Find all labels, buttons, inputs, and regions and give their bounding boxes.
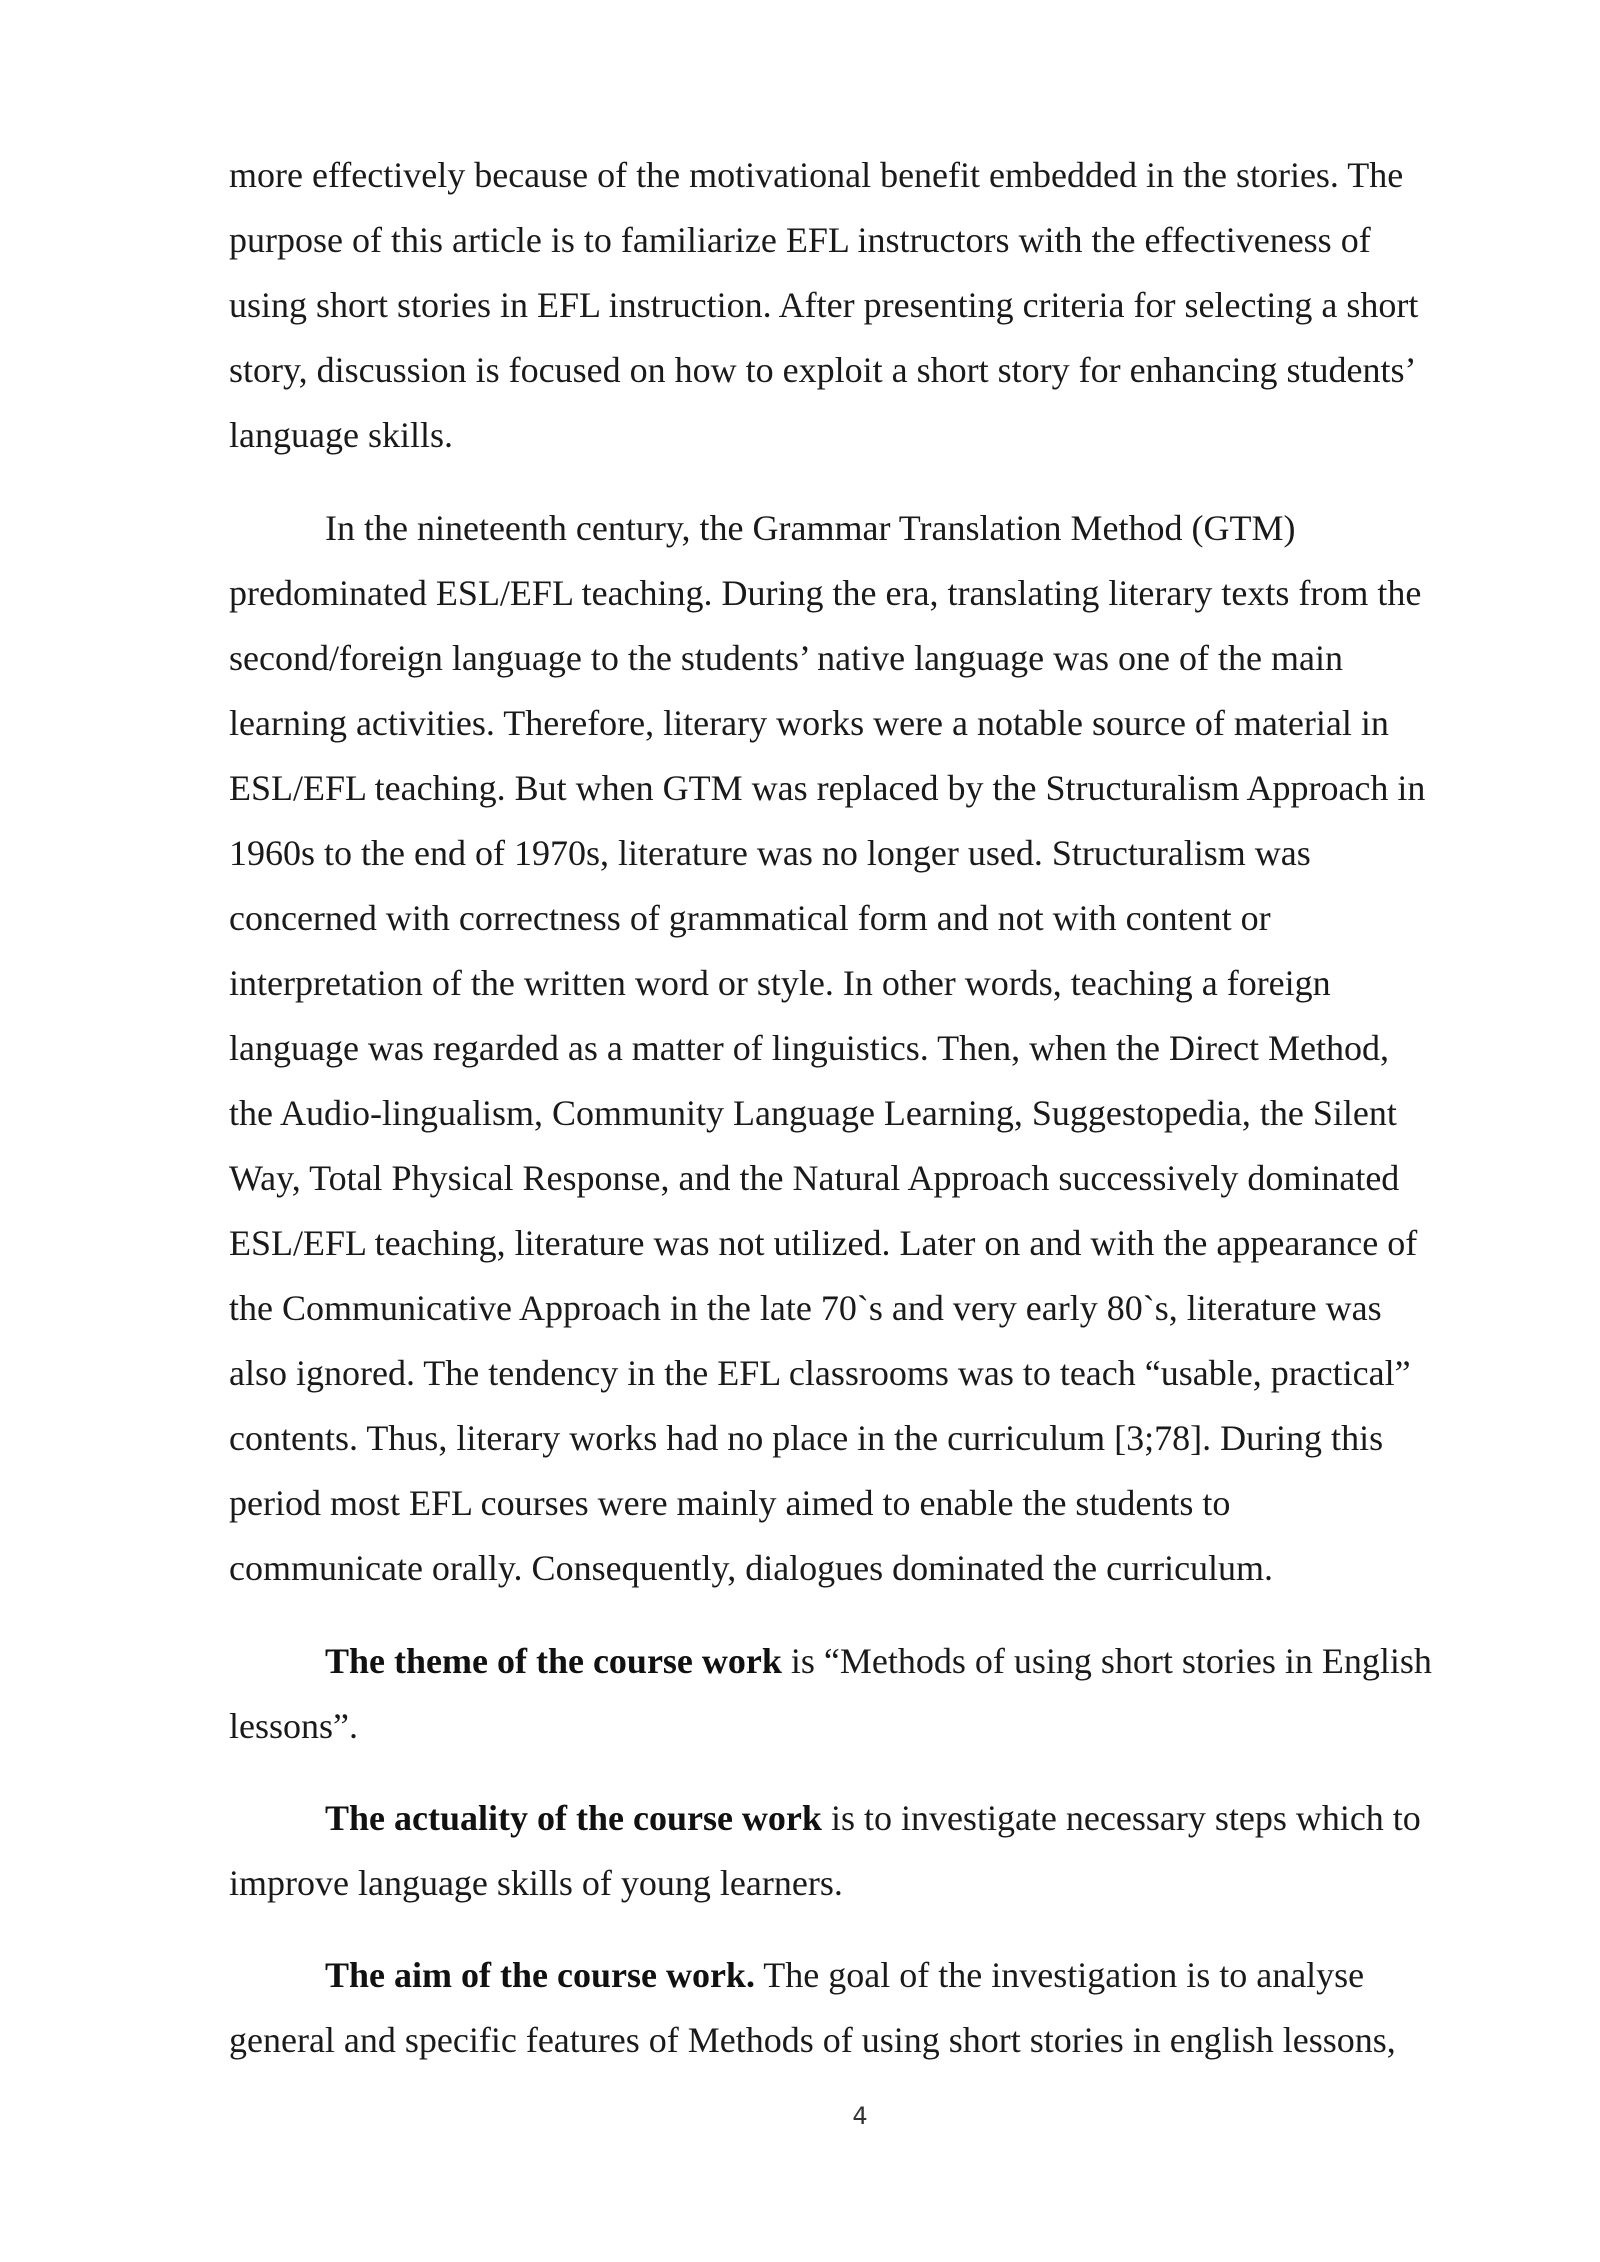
theme-text: is “Methods of using short stories in English xyxy=(781,1641,1432,1681)
text-line: 1960s to the end of 1970s, literature was no longer used. Structuralism was xyxy=(229,833,1311,873)
text-line: interpretation of the written word or style. In other words, teaching a foreign xyxy=(229,963,1331,1003)
text-line: second/foreign language to the students’ native language was one of the main xyxy=(229,638,1343,678)
actuality-heading: The actuality of the course work xyxy=(325,1798,822,1838)
text-line: ESL/EFL teaching, literature was not utilized. Later on and with the appearance of xyxy=(229,1223,1418,1263)
text-line: contents. Thus, literary works had no place in the curriculum [3;78]. During this xyxy=(229,1418,1384,1458)
text-line: also ignored. The tendency in the EFL classrooms was to teach “usable, practical” xyxy=(229,1353,1411,1393)
aim-text: The goal of the investigation is to analyse xyxy=(754,1955,1365,1995)
page-number: 4 xyxy=(852,2102,868,2130)
text-line xyxy=(229,1786,1491,1851)
text-line: general and specific features of Methods of using short stories in english lessons, xyxy=(229,2020,1396,2060)
aim-heading: The aim of the course work. xyxy=(325,1955,755,1995)
text-line: communicate orally. Consequently, dialogues dominated the curriculum. xyxy=(229,1548,1274,1588)
text-line: predominated ESL/EFL teaching. During the era, translating literary texts from the xyxy=(229,573,1422,613)
text-line: learning activities. Therefore, literary works were a notable source of material in xyxy=(229,703,1389,743)
text-line: using short stories in EFL instruction. After presenting criteria for selecting a short xyxy=(229,285,1419,325)
paragraph-actuality xyxy=(229,1786,1491,1916)
text-line: language was regarded as a matter of linguistics. Then, when the Direct Method, xyxy=(229,1028,1389,1068)
text-line: language skills. xyxy=(229,415,453,455)
text-line: period most EFL courses were mainly aimed to enable the students to xyxy=(229,1483,1231,1523)
text-line: purpose of this article is to familiarize EFL instructors with the effectiveness of xyxy=(229,220,1371,260)
text-line: improve language skills of young learners. xyxy=(229,1863,843,1903)
text-line: lessons”. xyxy=(229,1706,358,1746)
text-line: the Communicative Approach in the late 70`s and very early 80`s, literature was xyxy=(229,1288,1382,1328)
paragraph-aim xyxy=(229,1943,1491,2073)
text-line: the Audio-lingualism, Community Language Learning, Suggestopedia, the Silent xyxy=(229,1093,1397,1133)
text-line: concerned with correctness of grammatical form and not with content or xyxy=(229,898,1271,938)
text-line: more effectively because of the motivational benefit embedded in the stories. The xyxy=(229,155,1404,195)
text-line xyxy=(229,1943,1491,2008)
text-line: ESL/EFL teaching. But when GTM was replaced by the Structuralism Approach in xyxy=(229,768,1426,808)
actuality-text: is to investigate necessary steps which to xyxy=(821,1798,1421,1838)
text-line: In the nineteenth century, the Grammar Translation Method (GTM) xyxy=(325,508,1296,548)
paragraph-theme xyxy=(229,1629,1491,1759)
text-line xyxy=(229,1629,1491,1694)
text-line: story, discussion is focused on how to exploit a short story for enhancing students’ xyxy=(229,350,1417,390)
paragraph-intro-continuation xyxy=(229,143,1491,468)
text-line: Way, Total Physical Response, and the Natural Approach successively dominated xyxy=(229,1158,1400,1198)
paragraph-history xyxy=(229,496,1491,1601)
theme-heading: The theme of the course work xyxy=(325,1641,782,1681)
